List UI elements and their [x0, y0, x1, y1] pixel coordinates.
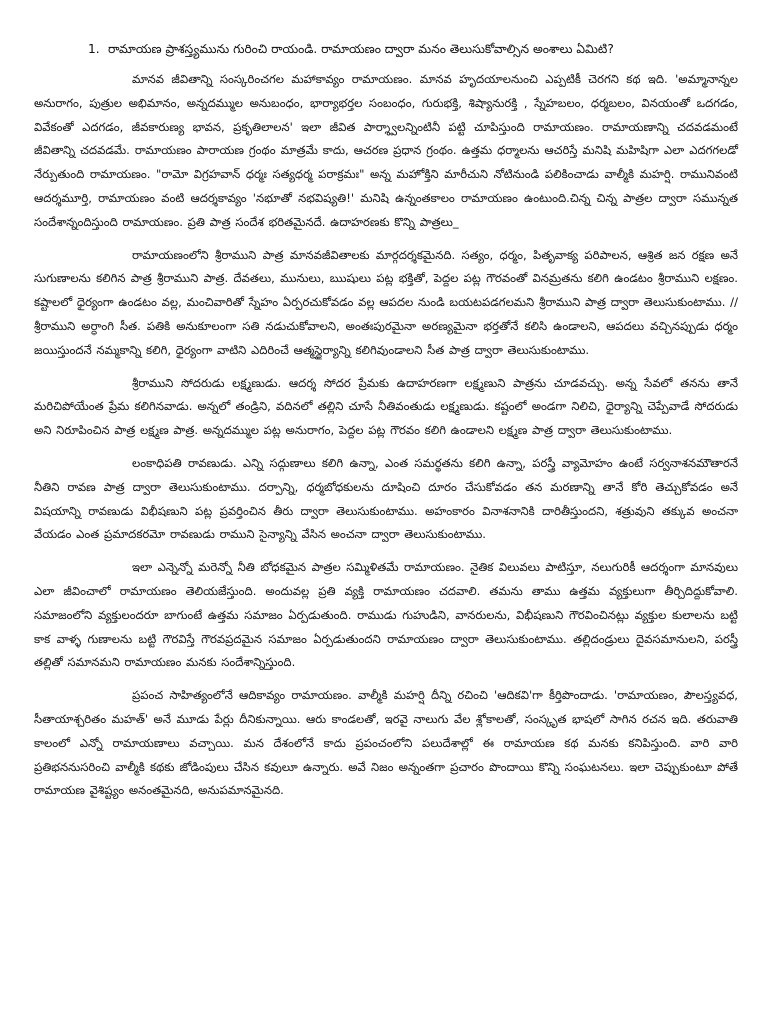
paragraph-lakshmana: శ్రీరాముని సోదరుడు లక్ష్మణుడు. ఆదర్శ సోదర ప్రేమకు ఉదాహరణగా లక్ష్మణుని పాత్రను చూడవచ్చు. అన్న సేవలో తనను తానే మరిచిపోయేంత ప్రేమ కలిగినవాడు. అన్నలో తండ్రిని, వదినలో తల్లిని చూసే నీతివంతుడు లక్ష్మణుడు. కష్టంలో అండగా నిలిచి, ధైర్యాన్ని చెప్పేవాడే సోదరుడు అని నిరూపించిన పాత్ర లక్ష్మణ పాత్ర. అన్నదమ్ముల పట్ల అనురాగం, పెద్దల పట్ల గౌరవం కలిగి ఉండాలని లక్ష్మణ పాత్ర ద్వారా తెలుసుకుంటాము. — [34, 375, 738, 438]
question-heading — [88, 38, 738, 60]
paragraph-rama-sita: రామాయణంలోని శ్రీరాముని పాత్ర మానవజీవితాలకు మార్గదర్శకమైనది. సత్యం, ధర్మం, పితృవాక్య పరిపాలన, ఆశ్రిత జన రక్షణ అనే సుగుణాలను కలిగిన పాత్ర శ్రీరాముని పాత్ర. దేవతలు, మునులు, ఋషులు పట్ల భక్తితో, పెద్దల పట్ల గౌరవంతో వినమ్రతను కలిగి ఉండటం శ్రీరాముని లక్షణం. కష్టాలలో ధైర్యంగా ఉండటం వల్ల, మంచివారితో స్నేహం ఏర్పరచుకోవడం వల్ల ఆపదల నుండి బయటపడగలమని శ్రీరాముని పాత్ర ద్వారా తెలుసుకుంటాము. // శ్రీరాముని అర్ధాంగి సీత. పతికి అనుకూలంగా సతి నడుచుకోవాలని, అంతఃపురమైనా అరణ్యమైనా భర్తతోనే కలిసి ఉండాలని, ఆపదలు వచ్చినప్పుడు ధర్మం జయిస్తుందనే నమ్మకాన్ని కలిగి, ధైర్యంగా వాటిని ఎదిరించే ఆత్మస్థైర్యాన్ని కలిగివుండాలని సీత పాత్ర ద్వారా తెలుసుకుంటాము. — [34, 247, 738, 357]
question-number: 1. — [88, 42, 100, 56]
question-text: రామాయణ ప్రాశస్త్యమును గురించి రాయండి. రామాయణం ద్వారా మనం తెలుసుకోవాల్సిన అంశాలు ఏమిటి? — [108, 42, 614, 56]
paragraph-intro: మానవ జీవితాన్ని సంస్కరించగల మహాకావ్యం రామాయణం. మానవ హృదయాలనుంచి ఎప్పటికీ చెరగని కథ ఇది. 'అమ్మానాన్నల అనురాగం, పుత్రుల అభిమానం, అన్నదమ్ముల అనుబంధం, భార్యాభర్తల సంబంధం, గురుభక్తి, శిష్యానురక్తి , స్నేహబలం, ధర్మబలం, వినయంతో ఒదగడం, వివేకంతో ఎదగడం, జీవకారుణ్య భావన, ప్రకృతిలాలన' ఇలా జీవిత పార్శ్వాలన్నింటినీ పట్టి చూపిస్తుంది రామాయణం. రామాయణాన్ని చదవడమంటే జీవితాన్ని చదవడమే. రామాయణం పారాయణ గ్రంథం మాత్రమే కాదు, ఆచరణ ప్రధాన గ్రంథం. ఉత్తమ ధర్మాలను ఆచరిస్తే మనిషి మహిషిగా ఎలా ఎదగగలడో నేర్పుతుంది రామాయణం. "రామో విగ్రహవాన్ ధర్మః సత్యధర్మ పరాక్రమః" అన్న మహోక్తిని మారీచుని నోటినుండి పలికించాడు వాల్మీకి మహర్షి. రామునివంటి ఆదర్శమూర్తి, రామాయణం వంటి ఆదర్శకావ్యం 'నభూతో నభవిష్యతి!' మనిషి ఉన్నంతకాలం రామాయణం ఉంటుంది.చిన్న చిన్న పాత్రల ద్వారా సమున్నత సందేశాన్నందిస్తుంది రామాయణం. ప్రతి పాత్ర సందేశ భరితమైనదే. ఉదాహరణకు కొన్ని పాత్రలు_ — [34, 72, 738, 229]
paragraph-moral-values: ఇలా ఎన్నెన్నో మరెన్నో నీతి బోధకమైన పాత్రల సమ్మిళితమే రామాయణం. నైతిక విలువలు పాటిస్తూ, నలుగురికీ ఆదర్శంగా మానవులు ఎలా జీవించాలో రామాయణం తెలియజేస్తుంది. అందువల్ల ప్రతి వ్యక్తి రామాయణం చదవాలి. తమను తాము ఉత్తమ వ్యక్తులుగా తీర్చిదిద్దుకోవాలి. సమాజంలోని వ్యక్తులందరూ బాగుంటే ఉత్తమ సమాజం ఏర్పడుతుంది. రాముడు గుహుడిని, వానరులను, విభీషణుని గౌరవించినట్లు వ్యక్తుల కులాలను బట్టి కాక వాళ్ళ గుణాలను బట్టి గౌరవిస్తే గౌరవప్రదమైన సమాజం ఏర్పడుతుందని రామాయణం ద్వారా తెలుసుకుంటాము. తల్లిదండ్రులు దైవసమానులని, పరస్త్రీ తల్లితో సమానమని రామాయణం మనకు సందేశాన్నిస్తుంది. — [34, 560, 738, 670]
paragraph-ravana: లంకాధిపతి రావణుడు. ఎన్ని సద్గుణాలు కలిగి ఉన్నా, ఎంత సమర్థతను కలిగి ఉన్నా, పరస్త్రీ వ్యామోహం ఉంటే సర్వనాశనమౌతారనే నీతిని రావణ పాత్ర ద్వారా తెలుసుకుంటాము. దర్పాన్ని, ధర్మబోధకులను దూషించి దూరం చేసుకోవడం తన మరణాన్ని తానే కోరి తెచ్చుకోవడం అనే విషయాన్ని రావణుడు విభీషణుని పట్ల ప్రవర్తించిన తీరు ద్వారా తెలుసుకుంటాము. అహంకారం వినాశనానికి దారితీస్తుందని, శత్రువుని తక్కువ అంచనా వేయడం ఎంత ప్రమాదకరమో రావణుడు రాముని సైన్యాన్ని వేసిన అంచనా ద్వారా తెలుసుకుంటాము. — [34, 455, 738, 542]
paragraph-adikavyam: ప్రపంచ సాహిత్యంలోనే ఆదికావ్యం రామాయణం. వాల్మీకి మహర్షి దీన్ని రచించి 'ఆదికవి'గా కీర్తిపొందాడు. 'రామాయణం, పౌలస్త్యవధ, సీతాయాశ్చరితం మహత్' అనే మూడు పేర్లు దీనికున్నాయి. ఆరు కాండలతో, ఇరవై నాలుగు వేల శ్లోకాలతో, సంస్కృత భాషలో సాగిన రచన ఇది. తరువాతి కాలంలో ఎన్నో రామాయణాలు వచ్చాయి. మన దేశంలోనే కాదు ప్రపంచంలోని పలుదేశాల్లో ఈ రామాయణ కథ మనకు కనిపిస్తుంది. వారి వారి ప్రతిభననుసరించి వాల్మీకి కథకు జోడింపులు చేసిన కవులూ ఉన్నారు. అవే నిజం అన్నంతగా ప్రచారం పొందాయి కొన్ని సంఘటనలు. ఇలా చెప్పుకుంటూ పోతే రామాయణ వైశిష్ట్యం అనంతమైనది, అనుపమానమైనది. — [34, 688, 738, 798]
